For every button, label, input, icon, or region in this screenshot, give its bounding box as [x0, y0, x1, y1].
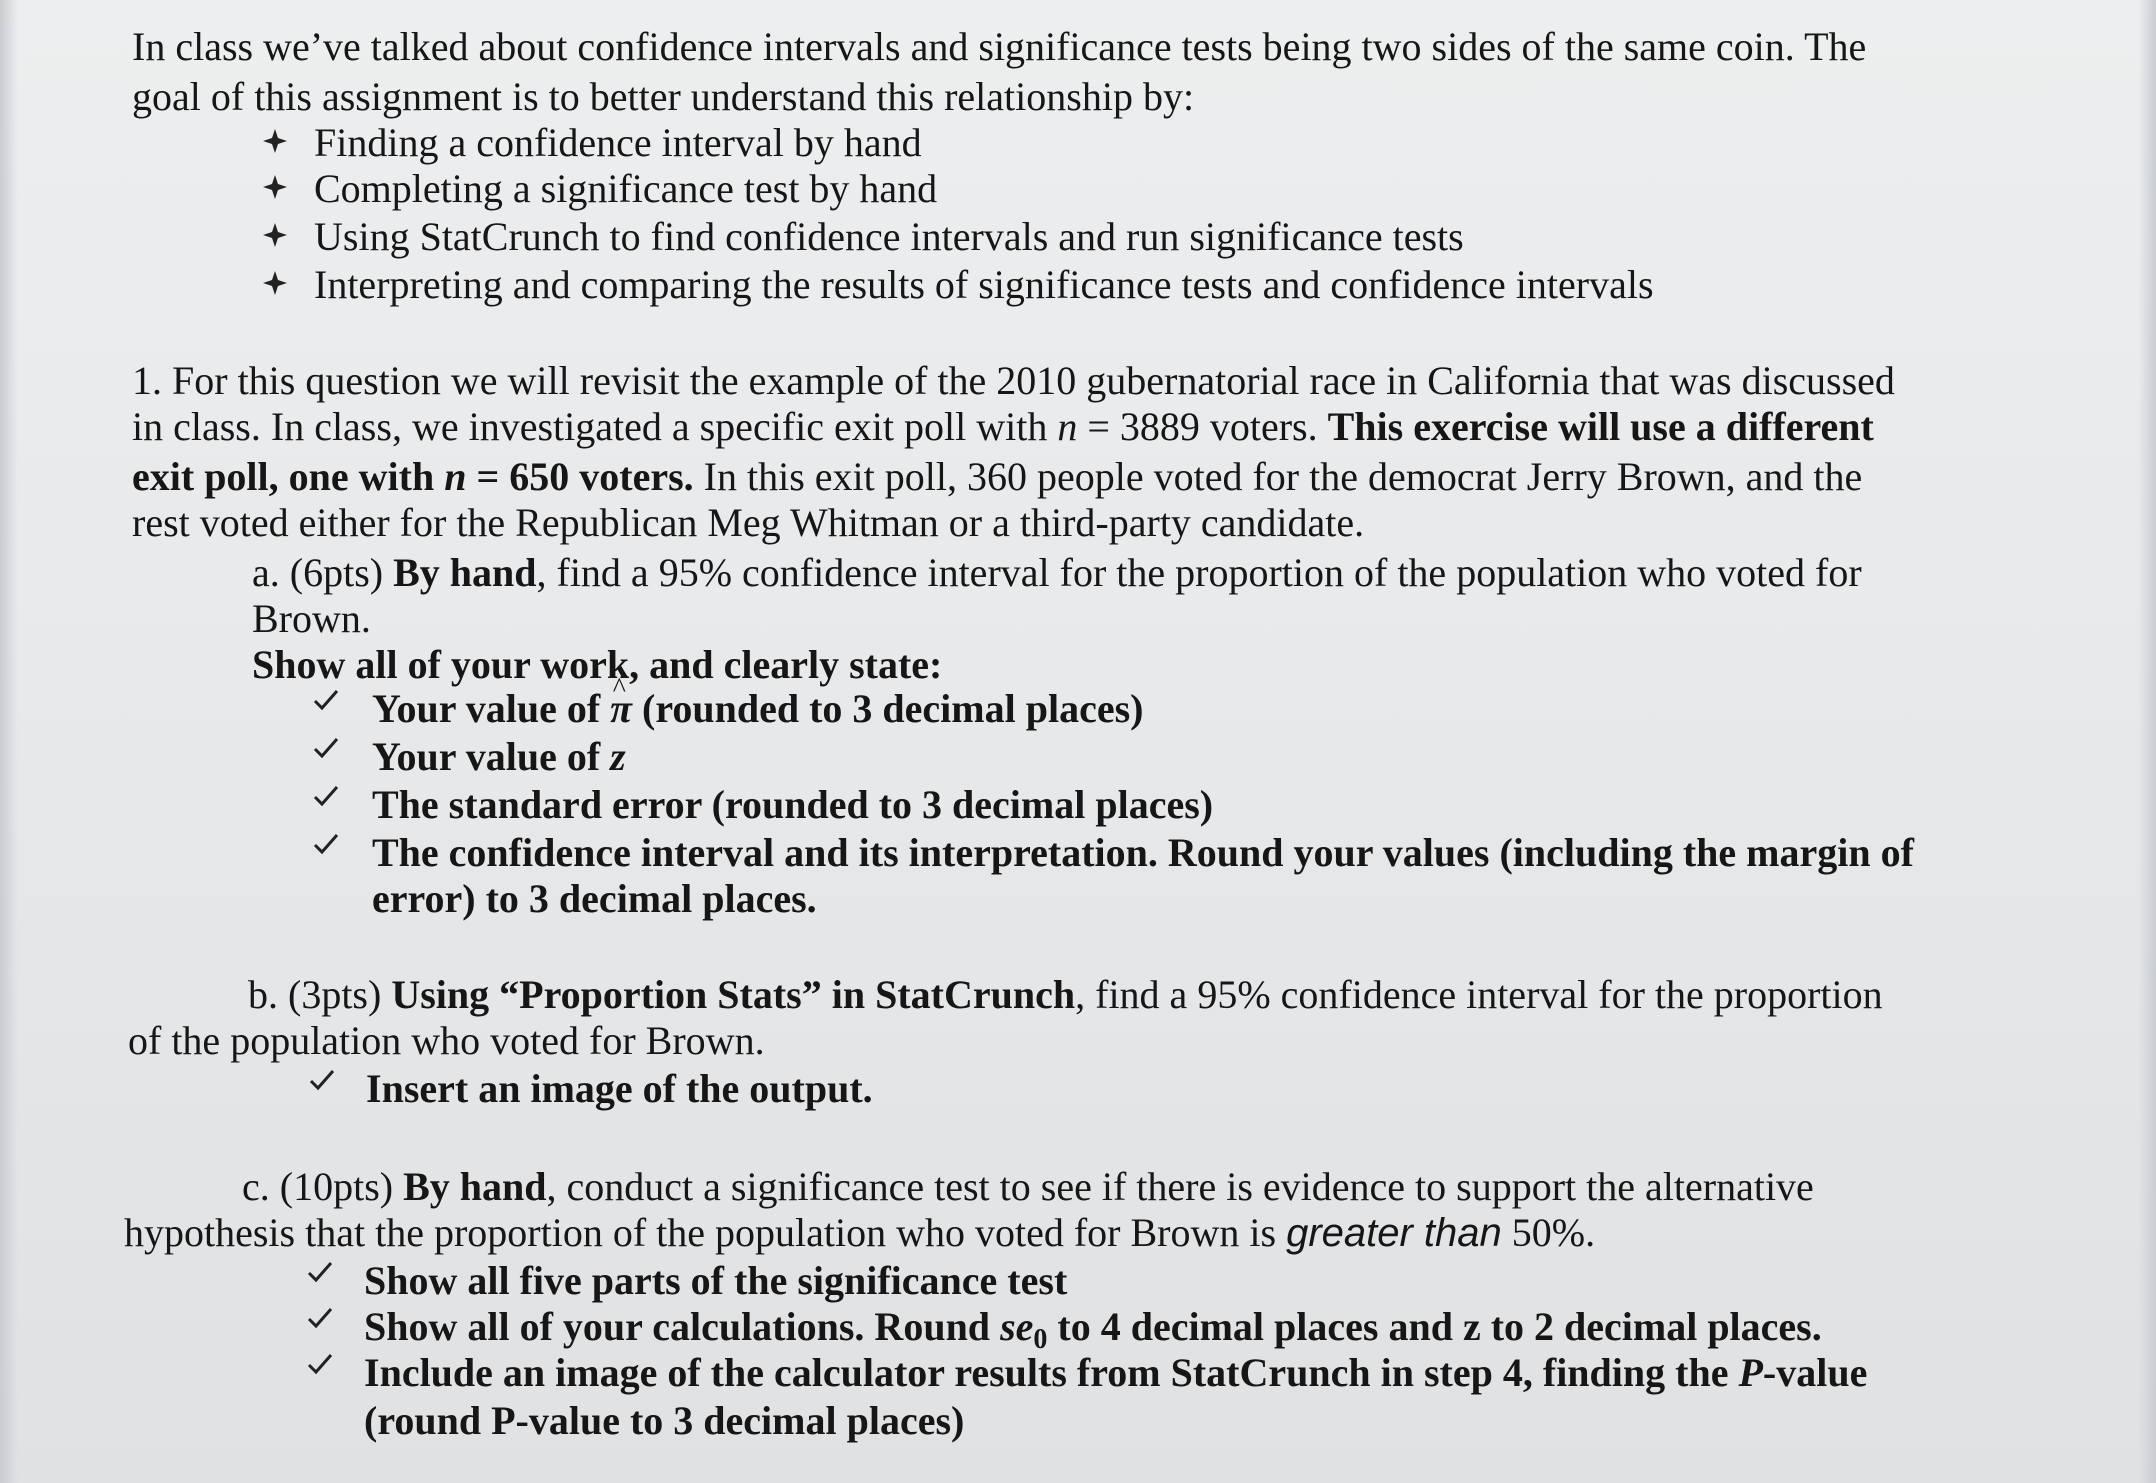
page-edge-shadow-left	[0, 0, 18, 1483]
part-a-check-4-line-2: error) to 3 decimal places.	[372, 876, 817, 921]
bullet-item-3: Using StatCrunch to find confidence intervals and run significance tests	[314, 214, 1464, 259]
part-b-line-1: b. (3pts) Using “Proportion Stats” in StatCrunch, find a 95% confidence interval for the proportion	[248, 972, 1883, 1017]
checkmark-icon	[312, 830, 340, 858]
checkmark-icon	[306, 1350, 334, 1378]
diamond-bullet-icon	[262, 270, 288, 296]
part-c-check-2: Show all of your calculations. Round $se_0$ to 4 decimal places and z to 2 decimal places.	[364, 1304, 1822, 1355]
q1-line-4: rest voted either for the Republican Meg Whitman or a third-party candidate.	[132, 500, 1365, 545]
checkmark-icon	[312, 734, 340, 762]
part-c-line-1: c. (10pts) By hand, conduct a significance test to see if there is evidence to support the alternative	[242, 1164, 1814, 1209]
diamond-bullet-icon	[262, 174, 288, 200]
part-b-check-1: Insert an image of the output.	[366, 1066, 873, 1111]
part-a-check-1: Your value of π ^ (rounded to 3 decimal places)	[372, 686, 1143, 732]
page-edge-shadow-right	[2138, 0, 2156, 1483]
q1-line-2: in class. In class, we investigated a specific exit poll with n = 3889 voters. This exercise will use a different	[132, 404, 1874, 449]
part-a-line-2: Brown.	[252, 596, 371, 641]
part-c-check-1: Show all five parts of the significance test	[364, 1258, 1068, 1303]
checkmark-icon	[306, 1258, 334, 1286]
checkmark-icon	[312, 686, 340, 714]
checkmark-icon	[306, 1304, 334, 1332]
bullet-item-1: Finding a confidence interval by hand	[314, 120, 922, 165]
part-a-check-2: Your value of z	[372, 734, 626, 779]
diamond-bullet-icon	[262, 222, 288, 248]
intro-line-2: goal of this assignment is to better understand this relationship by:	[132, 74, 1195, 119]
part-c-line-2: hypothesis that the proportion of the population who voted for Brown is greater than 50%.	[124, 1210, 1596, 1255]
diamond-bullet-icon	[262, 128, 288, 154]
checkmark-icon	[308, 1066, 336, 1094]
part-a-show-heading: Show all of your work, and clearly state:	[252, 642, 943, 687]
checkmark-icon	[312, 782, 340, 810]
bullet-item-4: Interpreting and comparing the results of significance tests and confidence intervals	[314, 262, 1654, 307]
part-a-check-4-line-1: The confidence interval and its interpretation. Round your values (including the margin of	[372, 830, 1914, 875]
bullet-item-2: Completing a significance test by hand	[314, 166, 938, 211]
part-c-check-3-line-1: Include an image of the calculator results from StatCrunch in step 4, finding the P-value	[364, 1350, 1868, 1395]
part-c-check-3-line-2: (round P-value to 3 decimal places)	[364, 1398, 965, 1443]
q1-line-3: exit poll, one with n = 650 voters. In this exit poll, 360 people voted for the democrat Jerry Brown, and the	[132, 454, 1863, 499]
intro-line-1: In class we’ve talked about confidence intervals and significance tests being two sides of the same coin. The	[132, 24, 1867, 69]
part-b-line-2: of the population who voted for Brown.	[128, 1018, 765, 1063]
part-a-check-3: The standard error (rounded to 3 decimal places)	[372, 782, 1214, 827]
part-a-line-1: a. (6pts) By hand, find a 95% confidence interval for the proportion of the population who voted for	[252, 550, 1862, 595]
q1-line-1: 1. For this question we will revisit the example of the 2010 gubernatorial race in California that was discussed	[132, 358, 1895, 403]
